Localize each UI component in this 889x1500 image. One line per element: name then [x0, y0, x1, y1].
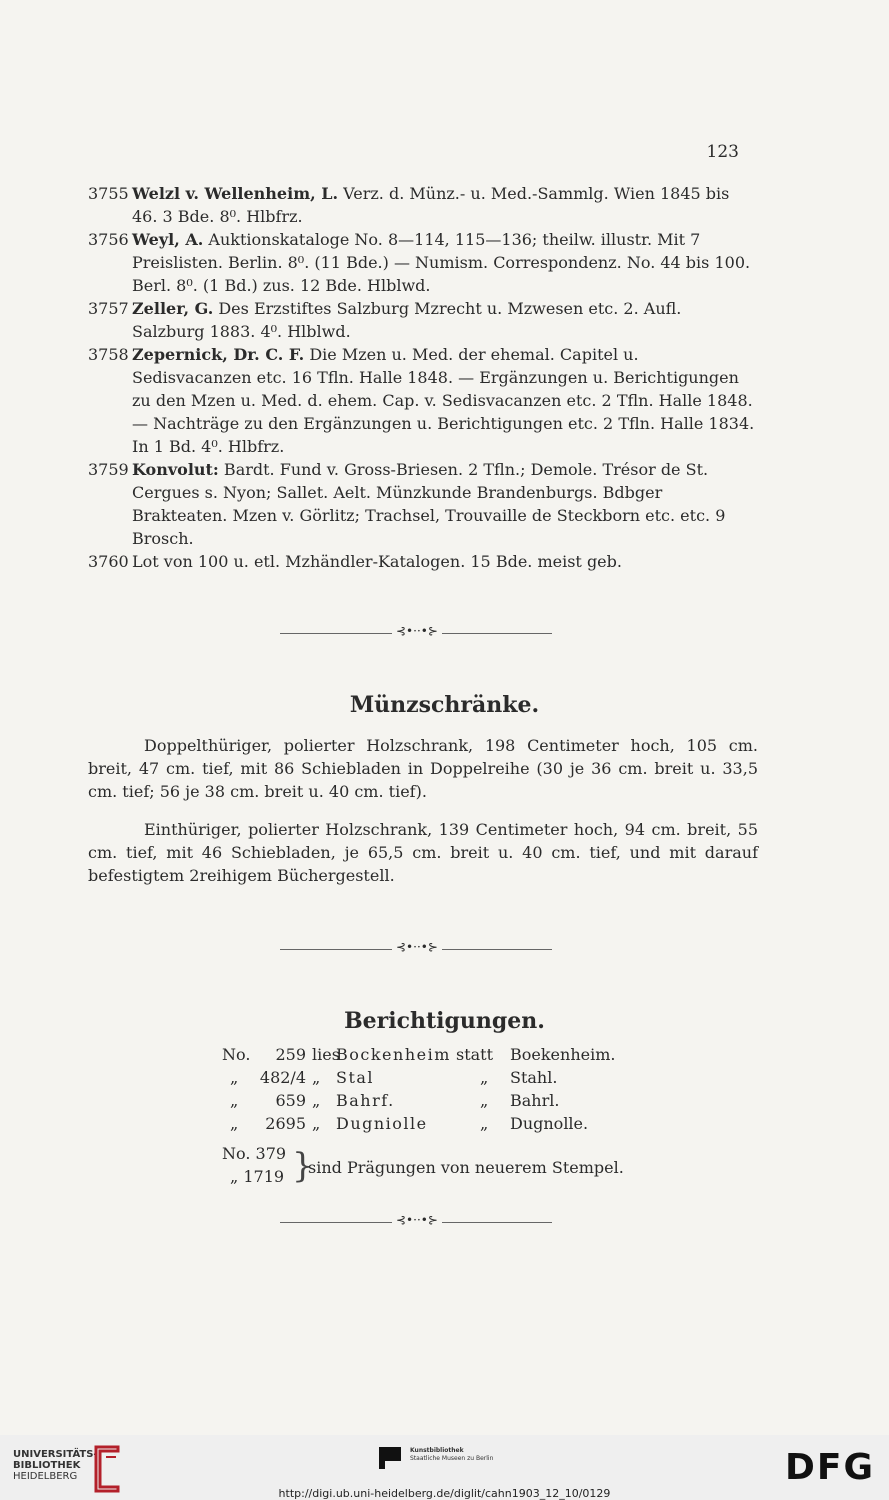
- section-title: Münzschränke.: [349, 692, 540, 718]
- entry-number: 3755: [88, 184, 129, 203]
- entry-author: Zeller, G.: [132, 299, 214, 318]
- correction-statt: „: [480, 1091, 489, 1110]
- entry-text: Verz. d. Münz.- u. Med.-Sammlg. Wien 1845 bis 46. 3 Bde. 8⁰. Hlbfrz.: [132, 184, 730, 226]
- correction-statt: „: [480, 1068, 489, 1087]
- entry-author: Welzl v. Wellenheim, L.: [132, 184, 339, 203]
- correction-verb: „: [312, 1068, 321, 1087]
- note-number: „ 1719: [230, 1167, 285, 1186]
- entry-text: Die Mzen u. Med. der ehemal. Capitel u. Sedisvacanzen etc. 16 Tfln. Halle 1848. — Ergänzungen u. Berichtigungen zu den Mzen u. Med. d. ehem. Cap. v. Sedisvacanzen etc. 2 Tfln. Halle 1848. — Nachträge zu den Ergänzungen u. Berichtigungen etc. 2 Tfln. Halle 1834. In 1 Bd. 4⁰. Hlbfrz.: [132, 345, 755, 456]
- correction-prefix: „: [230, 1114, 239, 1133]
- catalog-entries: [88, 182, 758, 573]
- correction-verb: „: [312, 1091, 321, 1110]
- ub-heidelberg-label: [13, 1449, 98, 1482]
- entry-number: 3756: [88, 230, 129, 249]
- correction-right: Bockenheim: [336, 1045, 451, 1064]
- catalog-entry: [88, 297, 758, 343]
- ornament-divider: [280, 1215, 552, 1229]
- ub-line: HEIDELBERG: [13, 1471, 78, 1482]
- brace-glyph: }: [292, 1146, 314, 1186]
- page-number: 123: [706, 142, 739, 162]
- correction-statt: statt: [456, 1045, 494, 1064]
- catalog-entry: [88, 343, 758, 458]
- correction-number: 482/4: [259, 1068, 306, 1087]
- note-number: No. 379: [222, 1144, 287, 1163]
- divider-line: [280, 949, 392, 950]
- note-text: sind Prägungen von neuerem Stempel.: [308, 1158, 624, 1177]
- ub-heidelberg-logo-icon: [88, 1443, 126, 1493]
- entry-author: Weyl, A.: [132, 230, 204, 249]
- dfg-logo: DFG: [784, 1447, 875, 1488]
- digitization-footer: [0, 1435, 889, 1500]
- correction-verb: lies: [312, 1045, 340, 1064]
- entry-text: Des Erzstiftes Salzburg Mzrecht u. Mzwesen etc. 2. Aufl. Salzburg 1883. 4⁰. Hlblwd.: [132, 299, 682, 341]
- correction-wrong: Boekenheim.: [510, 1045, 616, 1064]
- kb-line: Staatliche Museen zu Berlin: [410, 1455, 494, 1462]
- ub-line: UNIVERSITÄTS-: [13, 1449, 98, 1460]
- entry-number: 3757: [88, 299, 129, 318]
- kb-line: Kunstbibliothek: [410, 1447, 464, 1454]
- entry-author: Zepernick, Dr. C. F.: [132, 345, 305, 364]
- correction-prefix: No.: [222, 1045, 251, 1064]
- correction-wrong: Bahrl.: [510, 1091, 560, 1110]
- correction-wrong: Stahl.: [510, 1068, 558, 1087]
- catalog-entry: [88, 550, 758, 573]
- correction-prefix: „: [230, 1091, 239, 1110]
- correction-right: Dugniolle: [336, 1114, 428, 1133]
- correction-statt: „: [480, 1114, 489, 1133]
- ornament-divider: [280, 626, 552, 640]
- entry-number: 3760: [88, 552, 129, 571]
- ornament-glyph: ⊰•··•⊱: [396, 624, 438, 638]
- kunstbibliothek-logo-icon: [379, 1447, 401, 1469]
- correction-wrong: Dugnolle.: [510, 1114, 589, 1133]
- catalog-entry: [88, 228, 758, 297]
- entry-text: Lot von 100 u. etl. Mzhändler-Katalogen. 15 Bde. meist geb.: [132, 552, 622, 571]
- kunstbibliothek-label: [410, 1447, 493, 1463]
- paragraph: Doppelthüriger, polierter Holzschrank, 198 Centimeter hoch, 105 cm. breit, 47 cm. tief, mit 86 Schiebladen in Doppelreihe (30 je 36 cm. breit u. 33,5 cm. tief; 56 je 38 cm. breit u. 40 cm. tief).: [88, 736, 758, 801]
- correction-prefix: „: [230, 1068, 239, 1087]
- catalog-entry: [88, 182, 758, 228]
- correction-number: 659: [275, 1091, 306, 1110]
- entry-text: Bardt. Fund v. Gross-Briesen. 2 Tfln.; Demole. Trésor de St. Cergues s. Nyon; Sallet. Aelt. Münzkunde Brandenburgs. Bdbger Brakteaten. Mzen v. Görlitz; Trachsel, Trouvaille de Steckborn etc. etc. 9 Brosch.: [132, 460, 726, 548]
- catalog-entry: [88, 458, 758, 550]
- source-url-link[interactable]: http://digi.ub.uni-heidelberg.de/diglit/cahn1903_12_10/0129: [278, 1487, 611, 1500]
- divider-line: [442, 633, 552, 634]
- ornament-glyph: ⊰•··•⊱: [396, 940, 438, 954]
- section-title: Berichtigungen.: [344, 1008, 545, 1034]
- correction-note: [222, 1142, 662, 1192]
- entry-text: Auktionskataloge No. 8—114, 115—136; theilw. illustr. Mit 7 Preislisten. Berlin. 8⁰. (11 Bde.) — Numism. Correspondenz. No. 44 bis 100. Berl. 8⁰. (1 Bd.) zus. 12 Bde. Hlblwd.: [132, 230, 751, 295]
- entry-author: Konvolut:: [132, 460, 219, 479]
- ornament-glyph: ⊰•··•⊱: [396, 1213, 438, 1227]
- correction-number: 2695: [265, 1114, 306, 1133]
- correction-verb: „: [312, 1114, 321, 1133]
- correction-right: Bahrf.: [336, 1091, 395, 1110]
- paragraph: Einthüriger, polierter Holzschrank, 139 Centimeter hoch, 94 cm. breit, 55 cm. tief, mit 46 Schiebladen, je 65,5 cm. breit u. 40 cm. tief, und mit darauf befestigtem 2reihigem Büchergestell.: [88, 820, 758, 885]
- divider-line: [442, 949, 552, 950]
- ub-line: BIBLIOTHEK: [13, 1460, 81, 1471]
- correction-number: 259: [275, 1045, 306, 1064]
- divider-line: [280, 1222, 392, 1223]
- ornament-divider: [280, 942, 552, 956]
- divider-line: [442, 1222, 552, 1223]
- correction-right: Stal: [336, 1068, 375, 1087]
- divider-line: [280, 633, 392, 634]
- entry-number: 3759: [88, 460, 129, 479]
- entry-number: 3758: [88, 345, 129, 364]
